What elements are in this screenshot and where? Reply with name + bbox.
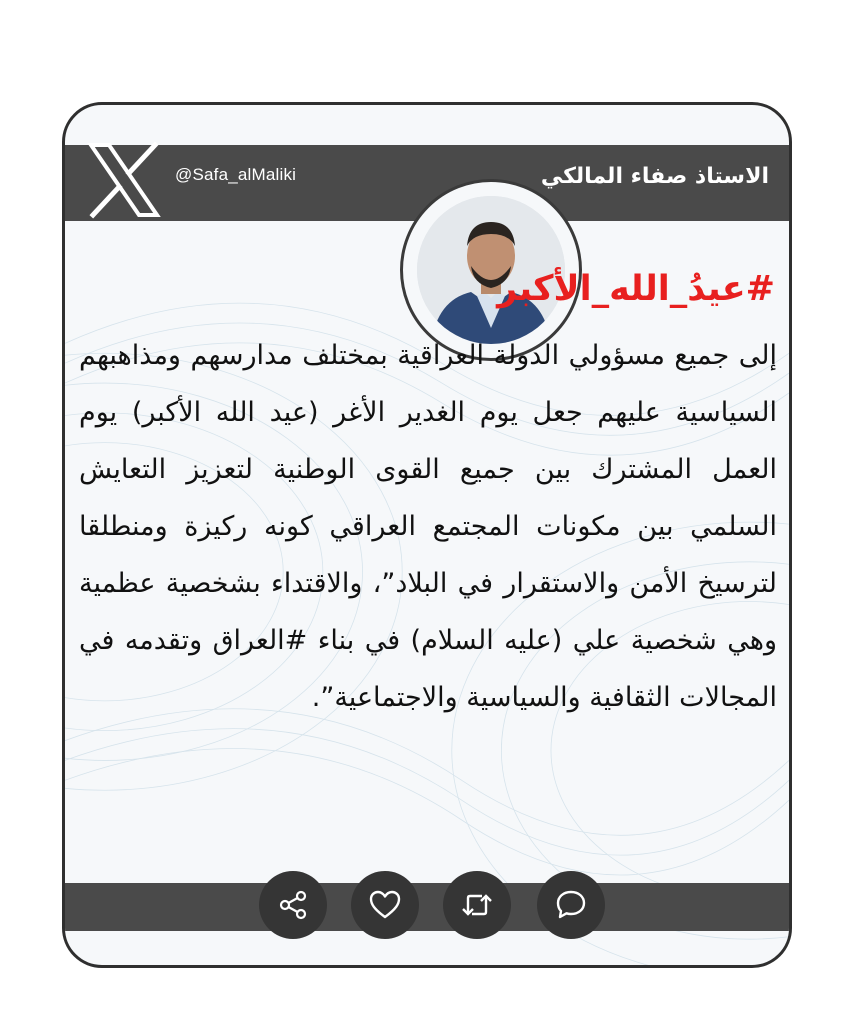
- author-name: الاستاذ صفاء المالكي: [540, 164, 769, 189]
- tweet-card: [62, 102, 792, 968]
- share-button[interactable]: [259, 871, 327, 939]
- like-button[interactable]: [351, 871, 419, 939]
- share-icon: [276, 888, 310, 922]
- retweet-icon: [460, 888, 494, 922]
- comment-icon: [554, 888, 588, 922]
- hashtag-title[interactable]: #عيدُ_الله_الأكبر: [497, 269, 775, 309]
- x-logo-icon: [87, 141, 161, 219]
- user-handle[interactable]: @Safa_alMaliki: [175, 165, 297, 184]
- post-text: إلى جميع مسؤولي الدولة العراقية بمختلف مدارسهم ومذاهبهم السياسية عليهم جعل يوم الغدير الأغر (عيد الله الأكبر) يوم العمل المشترك بين جميع القوى الوطنية لتعزيز التعايش السلمي بين مكونات المجتمع العراقي كونه ركيزة ومنطلقا لترسيخ الأمن والاستقرار في البلاد”، والاقتداء بشخصية عظمية وهي شخصية علي (عليه السلام) في بناء #العراق وتقدمه في المجالات الثقافية والسياسية والاجتماعية”.: [79, 340, 777, 713]
- heart-icon: [368, 888, 402, 922]
- retweet-button[interactable]: [443, 871, 511, 939]
- reply-button[interactable]: [537, 871, 605, 939]
- footer-bar: [65, 883, 789, 931]
